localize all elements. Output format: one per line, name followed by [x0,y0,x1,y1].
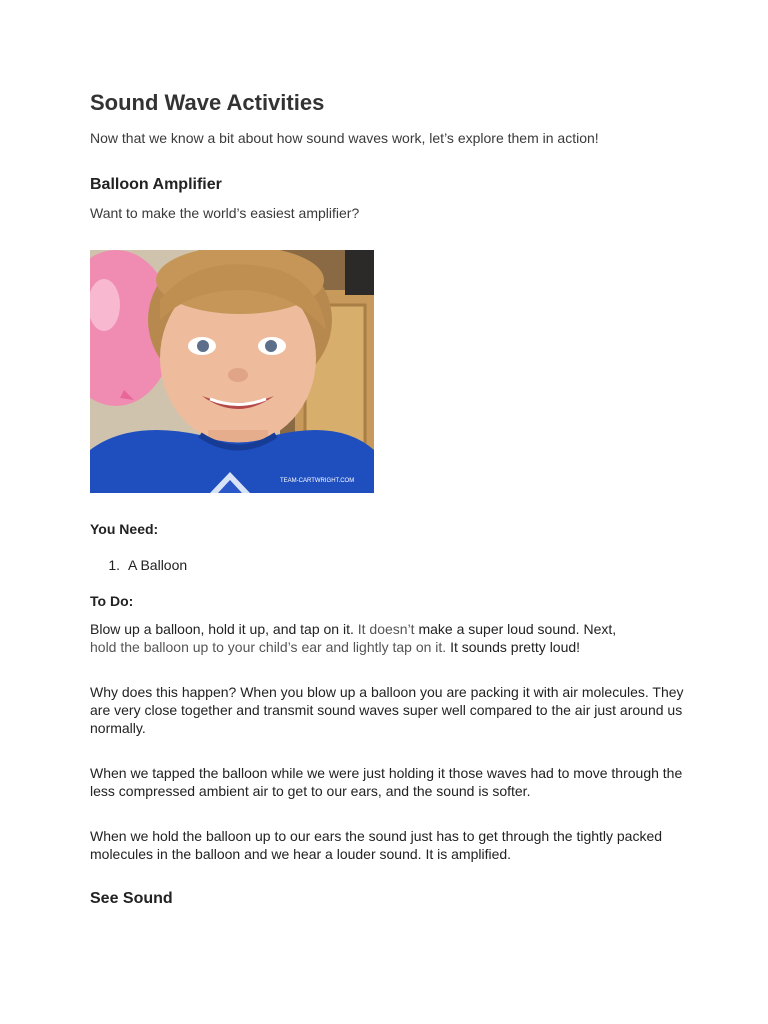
balloon-lede: Want to make the world’s easiest amplifier? [90,205,360,221]
list-item-number: 1. [108,557,120,573]
list-item-text: A Balloon [128,557,188,573]
explanation-paragraph-1: Why does this happen? When you blow up a balloon you are packing it with air molecules. They are very close together and transmit sound waves super well compared to the air just around us normally. [90,684,684,736]
list-item [90,557,187,573]
todo-line-1b: It doesn’t [357,621,415,637]
photo-credit: TEAM-CARTWRIGHT.COM [280,478,355,484]
see-sound-heading: See Sound [90,890,173,907]
balloon-amplifier-heading: Balloon Amplifier [90,176,222,193]
page-title: Sound Wave Activities [90,90,325,115]
child-with-balloon-photo [90,250,374,493]
explanation-paragraph-3: When we hold the balloon up to our ears the sound just has to get through the tightly packed molecules in the balloon and we hear a louder sound. It is amplified. [90,828,663,862]
todo-line-1a: Blow up a balloon, hold it up, and tap on it. [90,621,358,637]
todo-paragraph [90,620,690,656]
to-do-heading: To Do: [90,593,134,609]
todo-line-2a: hold the balloon up to your child’s ear and lightly tap on it. [90,639,447,655]
supplies-list [90,557,187,573]
explanation-paragraph-2: When we tapped the balloon while we were just holding it those waves had to move through the less compressed ambient air to get to our ears, and the sound is softer. [90,765,683,799]
you-need-heading: You Need: [90,521,159,537]
todo-line-1c: make a super loud sound. Next, [414,621,617,637]
todo-line-2b: It sounds pretty loud! [446,639,581,655]
intro-text: Now that we know a bit about how sound waves work, let’s explore them in action! [90,130,599,146]
